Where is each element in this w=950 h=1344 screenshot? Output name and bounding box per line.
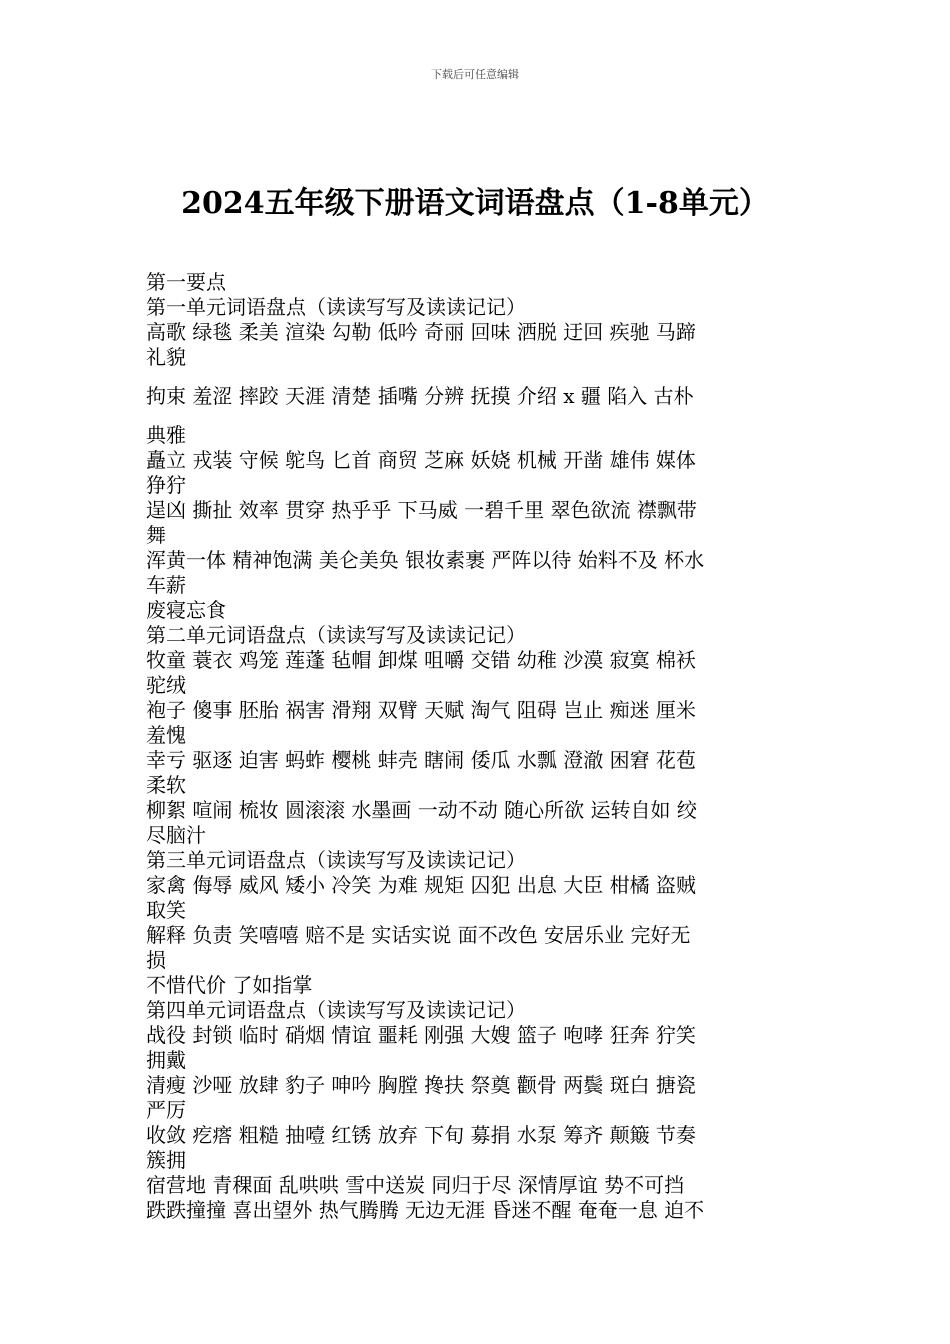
text-line: 舞: [146, 523, 166, 547]
text-line: 狰狞: [146, 473, 186, 497]
text-line: 严厉: [146, 1098, 186, 1122]
text-line: 羞愧: [146, 723, 186, 747]
text-line: 高歌 绿毯 柔美 渲染 勾勒 低吟 奇丽 回味 洒脱 迂回 疾驰 马蹄: [146, 320, 696, 344]
text-line: 取笑: [146, 898, 186, 922]
text-line: 袍子 傻事 胚胎 祸害 滑翔 双臂 天赋 淘气 阻碍 岂止 痴迷 厘米: [146, 698, 696, 722]
text-line: 浑黄一体 精神饱满 美仑美奂 银妆素裹 严阵以待 始料不及 杯水: [146, 548, 705, 572]
section-heading: 第三单元词语盘点（读读写写及读读记记）: [146, 848, 526, 872]
text-line: 废寝忘食: [146, 598, 226, 622]
text-line: 礼貌: [146, 345, 186, 369]
text-line: 车薪: [146, 573, 186, 597]
text-line: 损: [146, 948, 166, 972]
text-line: 战役 封锁 临时 硝烟 情谊 噩耗 刚强 大嫂 篮子 咆哮 狂奔 狞笑: [146, 1023, 696, 1047]
text-line: 清瘦 沙哑 放肆 豹子 呻吟 胸膛 搀扶 祭奠 颧骨 两鬓 斑白 搪瓷: [146, 1073, 696, 1097]
text-line: 典雅: [146, 423, 186, 447]
text-line: 家禽 侮辱 威风 矮小 冷笑 为难 规矩 囚犯 出息 大臣 柑橘 盗贼: [146, 873, 696, 897]
header-note: 下载后可任意编辑: [431, 68, 519, 81]
text-line: 第一要点: [146, 270, 226, 294]
document-body: [146, 270, 808, 1223]
section-heading: 第四单元词语盘点（读读写写及读读记记）: [146, 998, 526, 1022]
text-line: 牧童 蓑衣 鸡笼 莲蓬 毡帽 卸煤 咀嚼 交错 幼稚 沙漠 寂寞 棉袄: [146, 648, 696, 672]
text-line: 宿营地 青稞面 乱哄哄 雪中送炭 同归于尽 深情厚谊 势不可挡: [146, 1173, 685, 1197]
text-line: 解释 负责 笑嘻嘻 赔不是 实话实说 面不改色 安居乐业 完好无: [146, 923, 691, 947]
section-heading: 第二单元词语盘点（读读写写及读读记记）: [146, 623, 526, 647]
text-line: 尽脑汁: [146, 823, 206, 847]
text-line: 幸亏 驱逐 迫害 蚂蚱 樱桃 蚌壳 瞎闹 倭瓜 水瓢 澄澈 困窘 花苞: [146, 748, 696, 772]
text-line: 驼绒: [146, 673, 186, 697]
text-line: 跌跌撞撞 喜出望外 热气腾腾 无边无涯 昏迷不醒 奄奄一息 迫不: [146, 1198, 705, 1222]
text-line: 柔软: [146, 773, 186, 797]
text-line: 逞凶 撕扯 效率 贯穿 热乎乎 下马威 一碧千里 翠色欲流 襟飘带: [146, 498, 697, 522]
page-title: 2024五年级下册语文词语盘点（1-8单元）: [181, 186, 769, 221]
text-line: 第一单元词语盘点（读读写写及读读记记）: [146, 295, 526, 319]
text-line: 矗立 戎装 守候 鸵鸟 匕首 商贸 芝麻 妖娆 机械 开凿 雄伟 媒体: [146, 448, 696, 472]
text-line: 柳絮 喧闹 梳妆 圆滚滚 水墨画 一动不动 随心所欲 运转自如 绞: [146, 798, 697, 822]
text-line: 收敛 疙瘩 粗糙 抽噎 红锈 放弃 下旬 募捐 水泵 筹齐 颠簸 节奏: [146, 1123, 696, 1147]
text-line: 拘束 羞涩 摔跤 天涯 清楚 插嘴 分辨 抚摸 介绍 x 疆 陷入 古朴: [146, 384, 694, 408]
text-line: 拥戴: [146, 1048, 186, 1072]
text-line: 簇拥: [146, 1148, 186, 1172]
text-line: 不惜代价 了如指掌: [146, 973, 313, 997]
